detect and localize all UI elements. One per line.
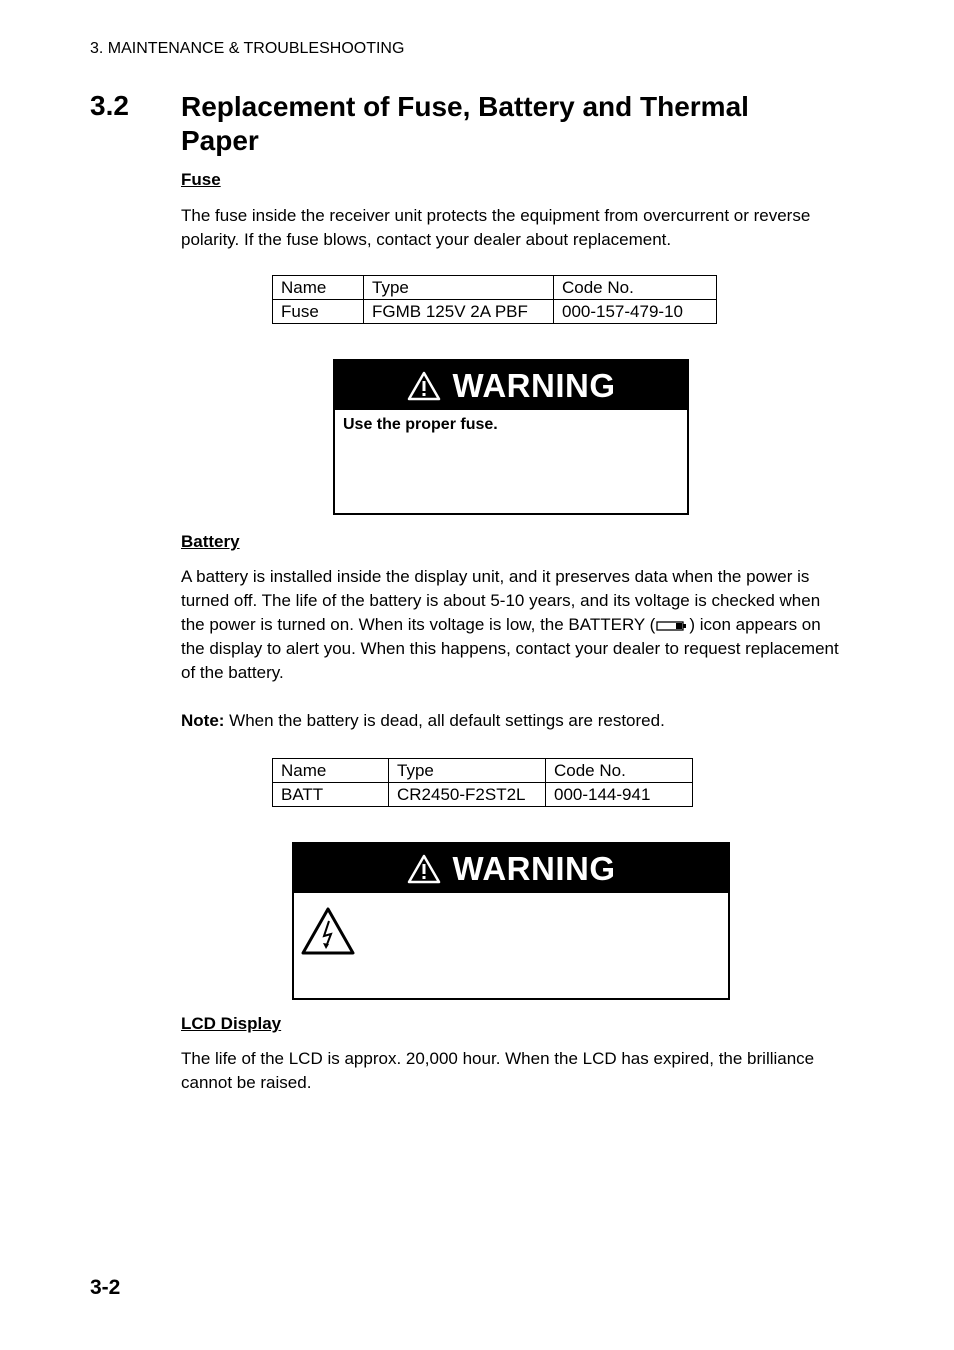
table-row (273, 783, 693, 807)
table-row (273, 300, 717, 324)
table-cell: 000-157-479-10 (554, 300, 717, 324)
table-cell: Fuse (273, 300, 364, 324)
table-cell: 000-144-941 (546, 783, 693, 807)
battery-note (181, 709, 841, 733)
table-header-cell: Name (273, 276, 364, 300)
table-cell: CR2450-F2ST2L (389, 783, 546, 807)
section-number: 3.2 (90, 90, 129, 121)
section-title: Replacement of Fuse, Battery and Thermal Paper (181, 91, 749, 156)
running-header: 3. MAINTENANCE & TROUBLESHOOTING (90, 40, 405, 57)
table-header-cell: Type (364, 276, 554, 300)
warning-label: WARNING (452, 366, 616, 404)
lcd-paragraph: The life of the LCD is approx. 20,000 hour. When the LCD has expired, the brilliance cannot be raised. (181, 1049, 815, 1092)
fuse-warning-box (333, 359, 689, 515)
warning-triangle-icon (407, 371, 441, 401)
table-header-cell: Name (273, 759, 389, 783)
battery-spec-table (272, 758, 693, 807)
table-header-cell: Code No. (554, 276, 717, 300)
fuse-paragraph: The fuse inside the receiver unit protects the equipment from overcurrent or reverse polarity. If the fuse blows, contact your dealer about replacement. (181, 206, 811, 249)
warning-banner (335, 361, 687, 410)
note-label: Note: (181, 711, 225, 730)
fuse-heading: Fuse (181, 170, 221, 189)
warning-triangle-icon (407, 854, 441, 884)
battery-paragraph (181, 565, 841, 685)
table-cell: BATT (273, 783, 389, 807)
warning-text: Use the proper fuse. (343, 416, 498, 433)
table-cell: FGMB 125V 2A PBF (364, 300, 554, 324)
warning-label: WARNING (452, 849, 616, 887)
table-header-row (273, 759, 693, 783)
lcd-heading: LCD Display (181, 1014, 282, 1033)
battery-low-icon (656, 620, 688, 632)
page-number: 3-2 (90, 1276, 121, 1299)
electric-shock-icon (300, 906, 356, 956)
table-header-row (273, 276, 717, 300)
warning-banner (294, 844, 728, 893)
battery-text-part2: ) icon appears on the display to alert you. When this happens, contact your dealer to request replacement of the battery. (181, 615, 839, 682)
battery-text-part1: A battery is installed inside the display unit, and it preserves data when the power is turned off. The life of the battery is about 5-10 years, and its voltage is checked when the power is turned on. When its voltage is low, the BATTERY ( (181, 567, 821, 634)
table-header-cell: Type (389, 759, 546, 783)
note-text: When the battery is dead, all default settings are restored. (224, 711, 665, 730)
battery-heading: Battery (181, 532, 240, 551)
fuse-spec-table (272, 275, 717, 324)
battery-warning-box (292, 842, 730, 1000)
table-header-cell: Code No. (546, 759, 693, 783)
